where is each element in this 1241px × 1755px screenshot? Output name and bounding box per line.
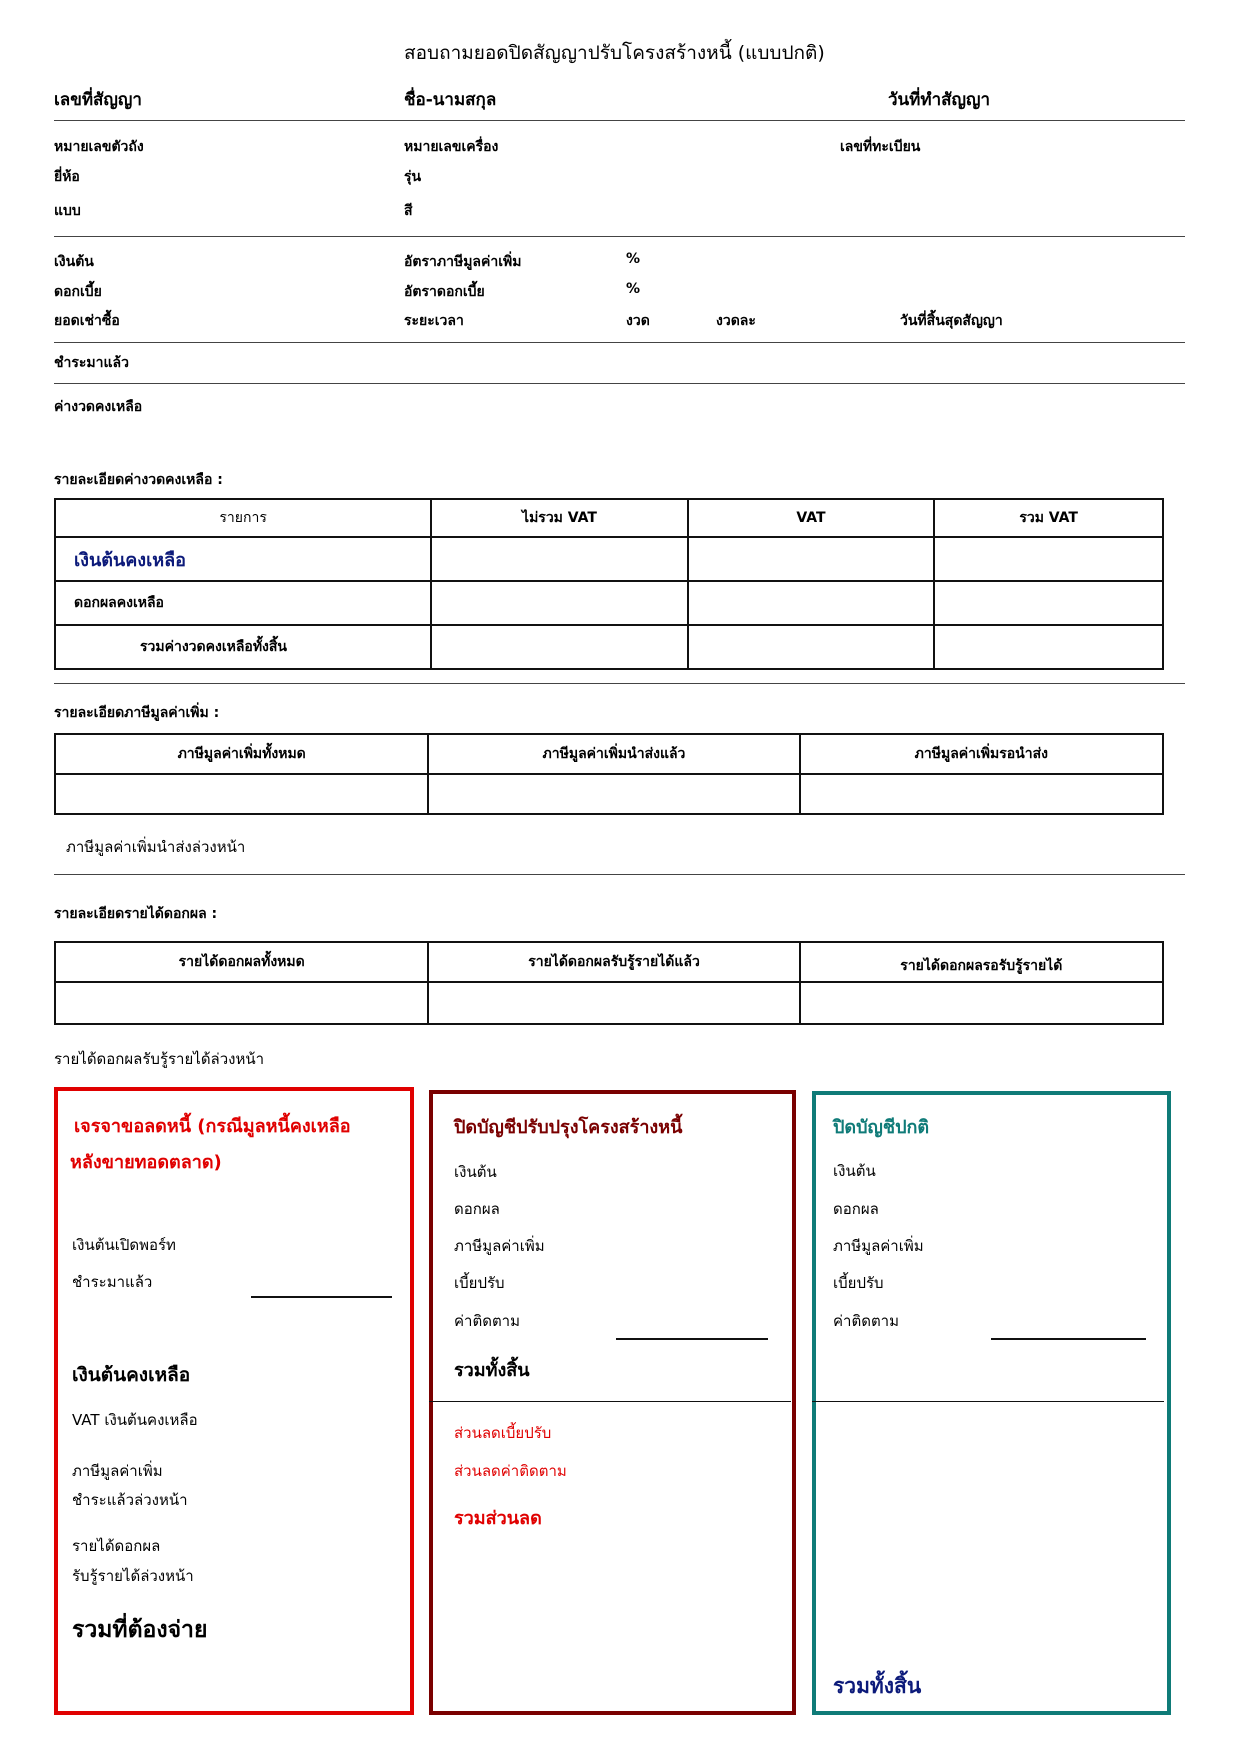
table-row <box>55 581 1163 625</box>
row-remaining-total: รวมค่างวดคงเหลือทั้งสิ้น <box>55 625 431 669</box>
section-divider <box>812 1401 1164 1402</box>
name-label: ชื่อ-นามสกุล <box>404 90 497 110</box>
principal-label: เงินต้น <box>833 1162 876 1180</box>
installments-unit: งวด <box>626 313 650 329</box>
cell-vat <box>688 625 935 669</box>
total-label: รวมทั้งสิ้น <box>833 1674 922 1698</box>
negotiate-box <box>54 1087 414 1715</box>
cell-income-recognized <box>428 982 799 1024</box>
vat-rate-unit: % <box>626 251 641 267</box>
model-label: รุ่น <box>404 169 422 185</box>
row-interest-remaining: ดอกผลคงเหลือ <box>55 581 431 625</box>
negotiate-title-line1: เจรจาขอลดหนี้ (กรณีมูลหนี้คงเหลือ <box>74 1116 351 1137</box>
row-principal-remaining: เงินต้นคงเหลือ <box>55 537 431 581</box>
col-income-recognized: รายได้ดอกผลรับรู้รายได้แล้ว <box>428 942 799 982</box>
paid-label: ชำระมาแล้ว <box>72 1273 153 1291</box>
engine-no-label: หมายเลขเครื่อง <box>404 139 499 155</box>
restructure-title: ปิดบัญชีปรับปรุงโครงสร้างหนี้ <box>454 1117 683 1138</box>
divider <box>54 120 1185 121</box>
normal-title: ปิดบัญชีปกติ <box>833 1117 930 1138</box>
principal-label: เงินต้น <box>54 254 94 270</box>
negotiate-title-line2: หลังขายทอดตลาด) <box>70 1152 222 1173</box>
col-item: รายการ <box>55 499 431 537</box>
vat-paid-advance-line2: ชำระแล้วล่วงหน้า <box>72 1491 188 1509</box>
vat-label: ภาษีมูลค่าเพิ่ม <box>833 1237 924 1255</box>
cell-vat-pending <box>800 774 1163 814</box>
chassis-no-label: หมายเลขตัวถัง <box>54 139 144 155</box>
subtotal-line <box>991 1338 1146 1340</box>
col-vat-pending: ภาษีมูลค่าเพิ่มรอนำส่ง <box>800 734 1163 774</box>
cell-ex-vat <box>431 537 687 581</box>
income-detail-heading: รายละเอียดรายได้ดอกผล : <box>54 906 218 922</box>
cell-ex-vat <box>431 625 687 669</box>
divider <box>54 683 1185 684</box>
subtotal-line <box>616 1338 768 1340</box>
per-installment-label: งวดละ <box>716 313 756 329</box>
vat-advance-note: ภาษีมูลค่าเพิ่มนำส่งล่วงหน้า <box>66 838 246 856</box>
type-label: แบบ <box>54 203 81 219</box>
cell-ex-vat <box>431 581 687 625</box>
col-inc-vat: รวม VAT <box>934 499 1163 537</box>
contract-date-label: วันที่ทำสัญญา <box>888 90 991 110</box>
contract-no-label: เลขที่สัญญา <box>54 90 142 110</box>
penalty-label: เบี้ยปรับ <box>833 1274 884 1292</box>
income-advance-note: รายได้ดอกผลรับรู้รายได้ล่วงหน้า <box>54 1050 265 1068</box>
paid-label: ชำระมาแล้ว <box>54 355 129 371</box>
subtotal-line <box>251 1296 392 1298</box>
cell-vat <box>688 537 935 581</box>
restructure-box <box>429 1090 796 1715</box>
total-label: รวมทั้งสิ้น <box>454 1360 530 1381</box>
income-advance-line2: รับรู้รายได้ล่วงหน้า <box>72 1567 194 1585</box>
remaining-installments-label: ค่างวดคงเหลือ <box>54 399 143 415</box>
cell-vat-remitted <box>428 774 799 814</box>
col-vat-remitted: ภาษีมูลค่าเพิ่มนำส่งแล้ว <box>428 734 799 774</box>
cell-income-pending <box>800 982 1163 1024</box>
vat-rate-label: อัตราภาษีมูลค่าเพิ่ม <box>404 254 522 270</box>
table-row <box>55 982 1163 1024</box>
vat-label: ภาษีมูลค่าเพิ่ม <box>454 1237 545 1255</box>
col-income-total: รายได้ดอกผลทั้งหมด <box>55 942 428 982</box>
vat-principal-remaining-label: VAT เงินต้นคงเหลือ <box>72 1411 198 1429</box>
interest-income-label: ดอกผล <box>454 1200 500 1218</box>
vat-paid-advance-line1: ภาษีมูลค่าเพิ่ม <box>72 1462 163 1480</box>
discount-penalty-label: ส่วนลดเบี้ยปรับ <box>454 1424 552 1442</box>
cell-inc-vat <box>934 625 1163 669</box>
penalty-label: เบี้ยปรับ <box>454 1274 505 1292</box>
document-title: สอบถามยอดปิดสัญญาปรับโครงสร้างหนี้ (แบบปกติ) <box>404 42 825 64</box>
section-divider <box>429 1401 791 1402</box>
discount-collection-label: ส่วนลดค่าติดตาม <box>454 1462 567 1480</box>
remaining-detail-heading: รายละเอียดค่างวดคงเหลือ : <box>54 472 223 488</box>
interest-income-label: ดอกผล <box>833 1200 879 1218</box>
divider <box>54 236 1185 237</box>
cell-vat-total <box>55 774 428 814</box>
divider <box>54 874 1185 875</box>
income-advance-line1: รายได้ดอกผล <box>72 1537 161 1555</box>
hire-purchase-total-label: ยอดเช่าซื้อ <box>54 313 120 329</box>
vat-detail-table <box>54 733 1164 815</box>
vat-detail-heading: รายละเอียดภาษีมูลค่าเพิ่ม : <box>54 705 220 721</box>
interest-label: ดอกเบี้ย <box>54 284 102 300</box>
col-income-pending: รายได้ดอกผลรอรับรู้รายได้ <box>800 942 1163 982</box>
collection-fee-label: ค่าติดตาม <box>833 1312 899 1330</box>
collection-fee-label: ค่าติดตาม <box>454 1312 520 1330</box>
table-row <box>55 625 1163 669</box>
normal-box <box>812 1091 1171 1715</box>
contract-end-date-label: วันที่สิ้นสุดสัญญา <box>900 313 1003 329</box>
col-ex-vat: ไม่รวม VAT <box>431 499 687 537</box>
remaining-detail-table <box>54 498 1164 670</box>
principal-remaining-label: เงินต้นคงเหลือ <box>72 1364 191 1386</box>
divider <box>54 342 1185 343</box>
brand-label: ยี่ห้อ <box>54 169 80 185</box>
cell-vat <box>688 581 935 625</box>
interest-rate-label: อัตราดอกเบี้ย <box>404 284 485 300</box>
divider <box>54 383 1185 384</box>
principal-label: เงินต้น <box>454 1163 497 1181</box>
cell-inc-vat <box>934 537 1163 581</box>
col-vat: VAT <box>688 499 935 537</box>
registration-no-label: เลขที่ทะเบียน <box>840 139 921 155</box>
interest-rate-unit: % <box>626 281 641 297</box>
col-vat-total: ภาษีมูลค่าเพิ่มทั้งหมด <box>55 734 428 774</box>
color-label: สี <box>404 203 413 219</box>
cell-inc-vat <box>934 581 1163 625</box>
period-label: ระยะเวลา <box>404 313 464 329</box>
income-detail-table <box>54 941 1164 1025</box>
discount-total-label: รวมส่วนลด <box>454 1508 542 1529</box>
table-row <box>55 774 1163 814</box>
table-row <box>55 537 1163 581</box>
cell-income-total <box>55 982 428 1024</box>
principal-port-label: เงินต้นเปิดพอร์ท <box>72 1236 176 1254</box>
total-to-pay-label: รวมที่ต้องจ่าย <box>72 1617 208 1643</box>
